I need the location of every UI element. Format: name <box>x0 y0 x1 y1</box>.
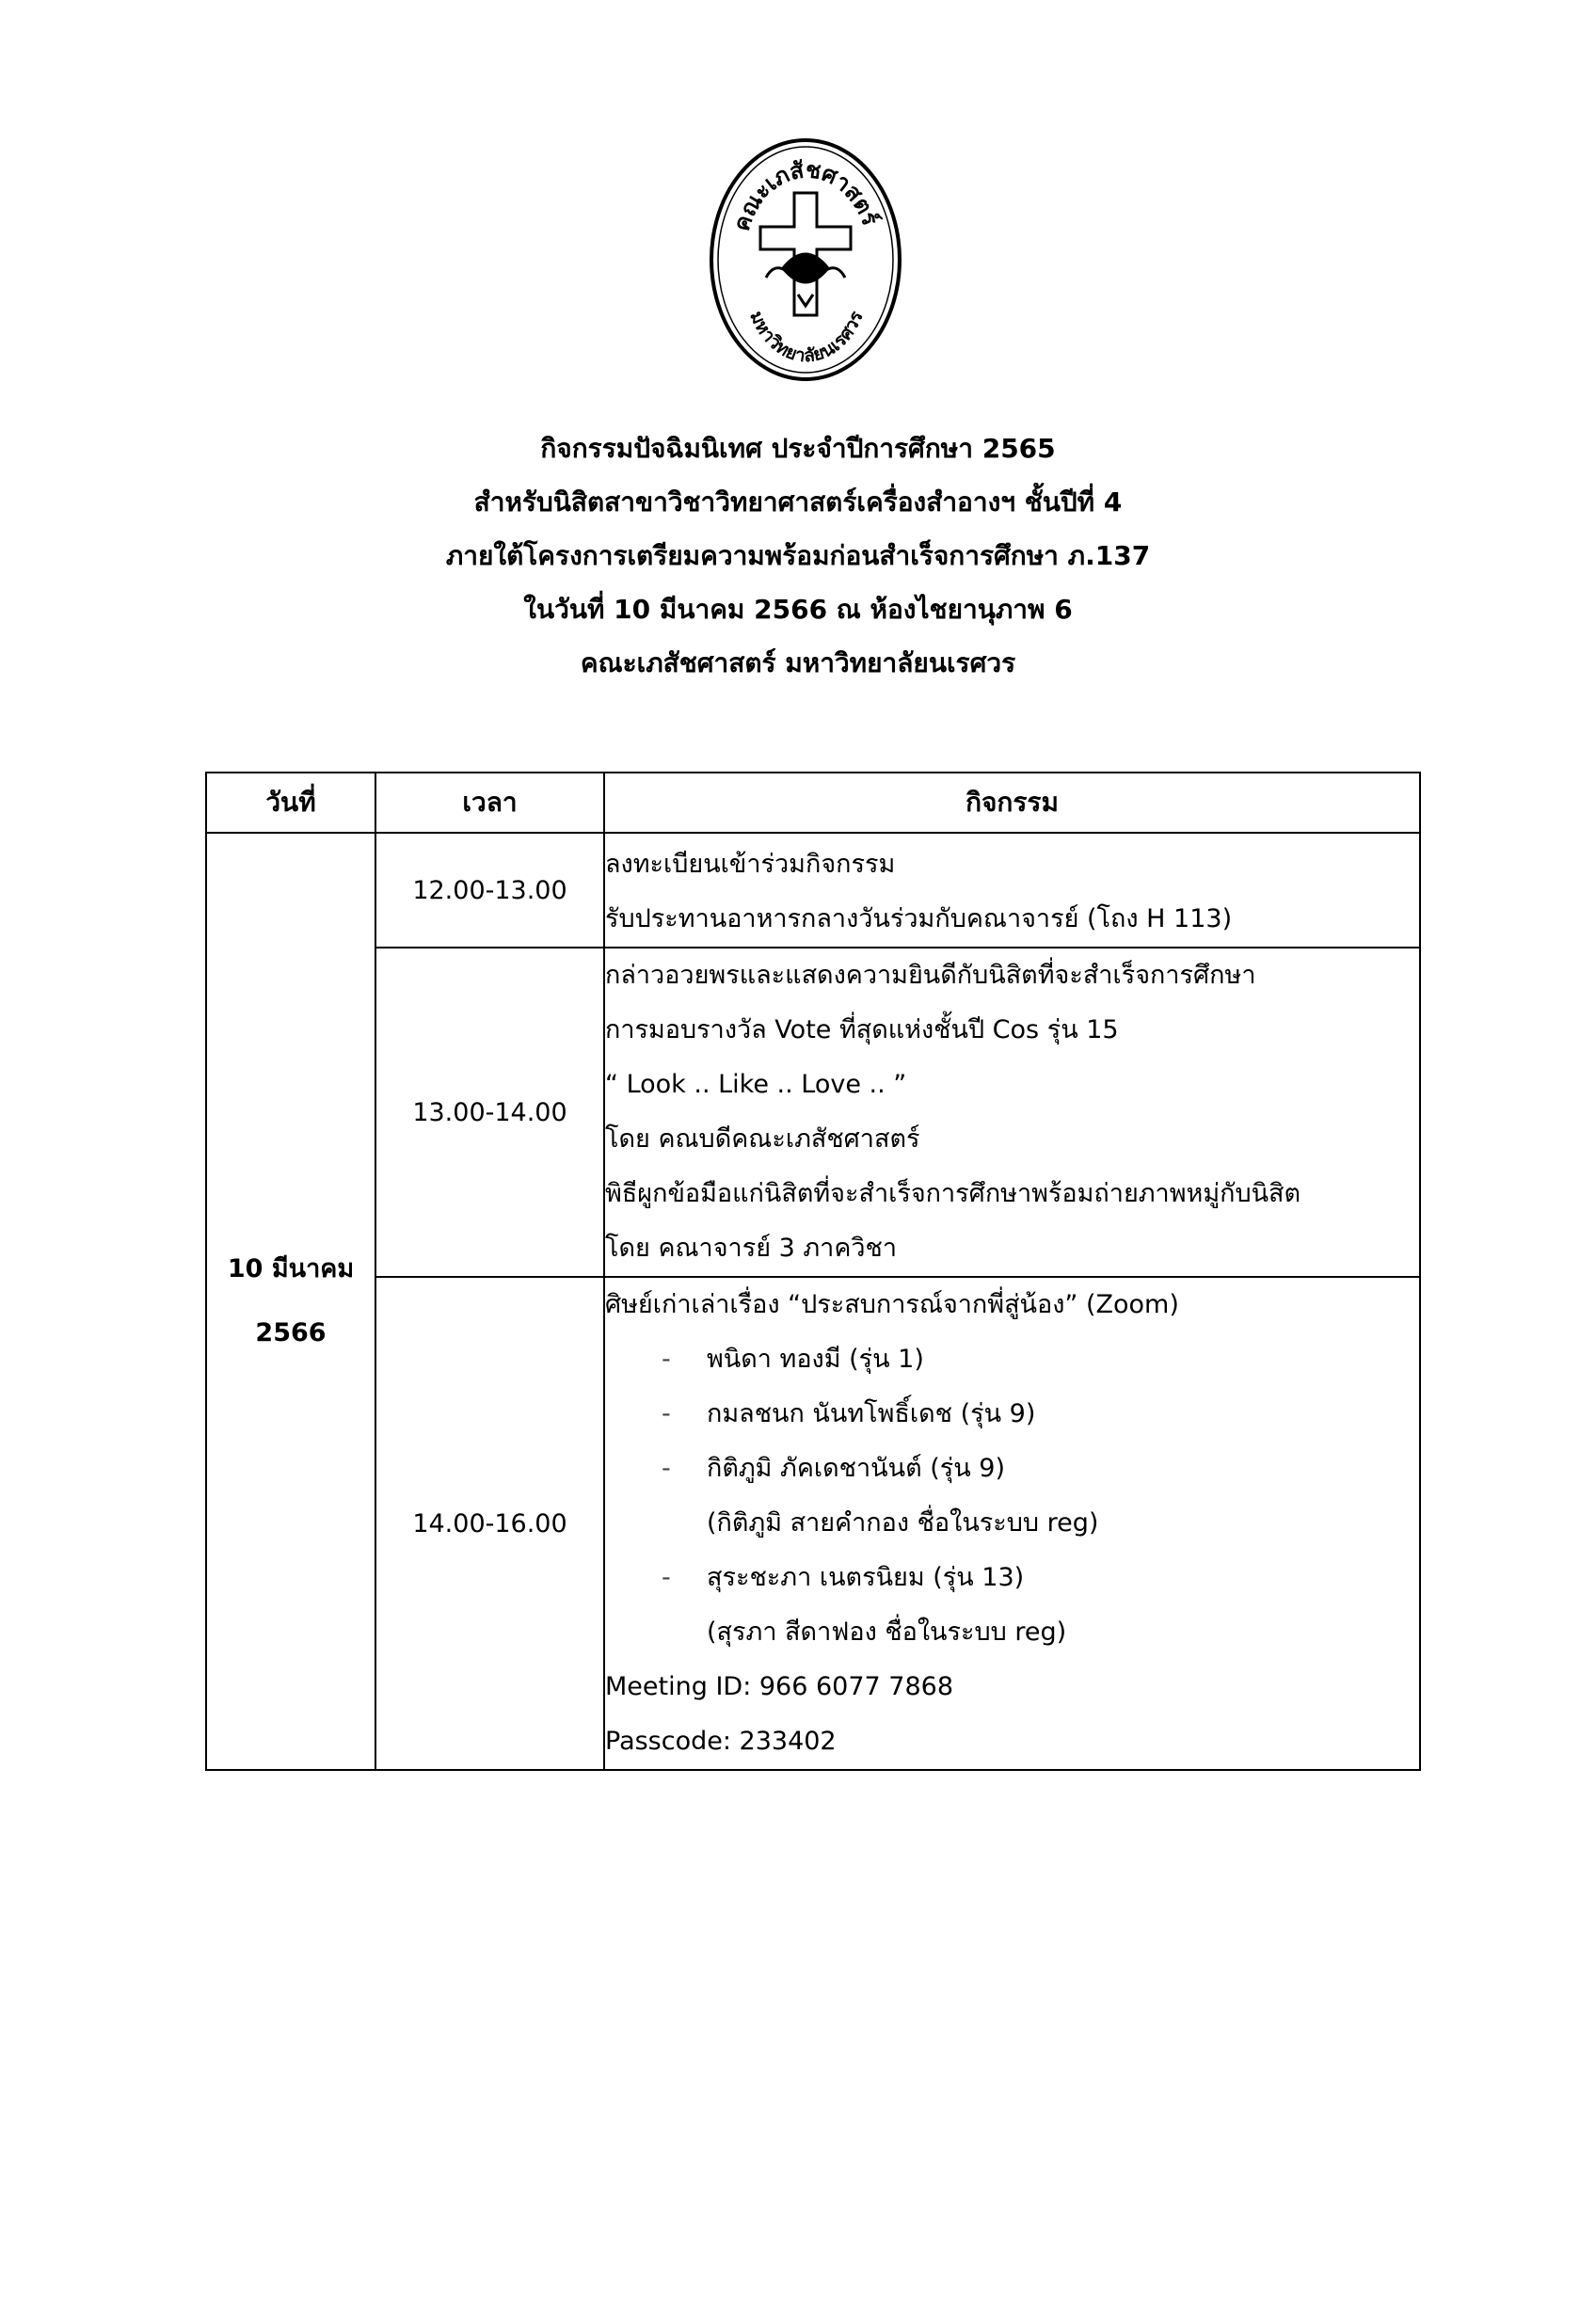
alumni-speaker-item <box>605 1332 1419 1387</box>
table-row <box>206 948 1420 1277</box>
table-row <box>206 833 1420 948</box>
bullet-dash: - <box>662 1563 671 1592</box>
alumni-speaker-name: กิติภูมิ ภัคเดชานันต์ (รุ่น 9) <box>707 1454 1005 1483</box>
activity-cell <box>604 1277 1420 1770</box>
activity-cell <box>604 948 1420 1277</box>
activity-line: “ Look .. Like .. Love .. ” <box>605 1070 907 1099</box>
seal-emblem-icon <box>760 193 851 315</box>
bullet-dash: - <box>662 1399 671 1428</box>
activity-line: โดย คณาจารย์ 3 ภาควิชา <box>605 1234 898 1263</box>
date-year: 2566 <box>255 1318 327 1347</box>
column-header-time: เวลา <box>375 773 604 833</box>
activity-cell <box>604 833 1420 948</box>
bullet-dash: - <box>662 1454 671 1483</box>
table-row <box>206 1277 1420 1770</box>
activity-line: กล่าวอวยพรและแสดงความยินดีกับนิสิตที่จะสำเร็จการศึกษา <box>605 961 1256 990</box>
document-title-block <box>0 422 1596 690</box>
seal-bottom-text: มหาวิทยาลัยนเรศวร <box>745 308 868 367</box>
time-cell: 14.00-16.00 <box>375 1277 604 1770</box>
title-line-5: คณะเภสัชศาสตร์ มหาวิทยาลัยนเรศวร <box>580 647 1016 678</box>
title-line-3: ภายใต้โครงการเตรียมความพร้อมก่อนสำเร็จการศึกษา ภ.137 <box>445 540 1151 571</box>
date-cell <box>206 833 375 1770</box>
column-header-activity: กิจกรรม <box>604 773 1420 833</box>
alumni-speaker-item <box>605 1551 1419 1605</box>
alumni-speaker-name: กมลชนก นันทโพธิ์เดช (รุ่น 9) <box>707 1399 1036 1428</box>
alumni-speaker-name: พนิดา ทองมี (รุ่น 1) <box>707 1345 924 1374</box>
title-line-2: สำหรับนิสิตสาขาวิชาวิทยาศาสตร์เครื่องสำอางฯ ชั้นปีที่ 4 <box>473 486 1123 518</box>
activity-line: การมอบรางวัล Vote ที่สุดแห่งชั้นปี Cos รุ่น 15 <box>605 1015 1119 1044</box>
faculty-seal-logo <box>708 136 903 383</box>
table-header-row <box>206 773 1420 833</box>
activity-line: ลงทะเบียนเข้าร่วมกิจกรรม <box>605 850 896 879</box>
alumni-speaker-item <box>605 1442 1419 1496</box>
registration-name-note: (กิติภูมิ สายคำกอง ชื่อในระบบ reg) <box>707 1508 1099 1538</box>
activity-line: ศิษย์เก่าเล่าเรื่อง “ประสบการณ์จากพี่สู่น้อง” (Zoom) <box>605 1290 1179 1319</box>
alumni-speaker-name: สุระชะภา เนตรนิยม (รุ่น 13) <box>707 1563 1025 1592</box>
meeting-passcode: Passcode: 233402 <box>605 1727 837 1756</box>
activity-line: รับประทานอาหารกลางวันร่วมกับคณาจารย์ (โถง H 113) <box>605 904 1233 933</box>
seal-top-text: คณะเภสัชศาสตร์ <box>727 156 884 235</box>
meeting-id: Meeting ID: 966 6077 7868 <box>605 1672 953 1701</box>
time-cell: 13.00-14.00 <box>375 948 604 1277</box>
time-cell: 12.00-13.00 <box>375 833 604 948</box>
title-line-1: กิจกรรมปัจฉิมนิเทศ ประจำปีการศึกษา 2565 <box>540 433 1056 464</box>
title-line-4: ในวันที่ 10 มีนาคม 2566 ณ ห้องไชยานุภาพ 6 <box>523 594 1073 625</box>
activity-line: โดย คณบดีคณะเภสัชศาสตร์ <box>605 1124 920 1154</box>
date-day-month: 10 มีนาคม <box>227 1254 355 1283</box>
column-header-date: วันที่ <box>206 773 375 833</box>
bullet-dash: - <box>662 1345 671 1374</box>
activity-line: พิธีผูกข้อมือแก่นิสิตที่จะสำเร็จการศึกษาพร้อมถ่ายภาพหมู่กับนิสิต <box>605 1179 1301 1208</box>
registration-name-note: (สุรภา สีดาฟอง ชื่อในระบบ reg) <box>707 1618 1067 1647</box>
schedule-table <box>205 772 1421 1771</box>
alumni-speaker-item <box>605 1387 1419 1442</box>
